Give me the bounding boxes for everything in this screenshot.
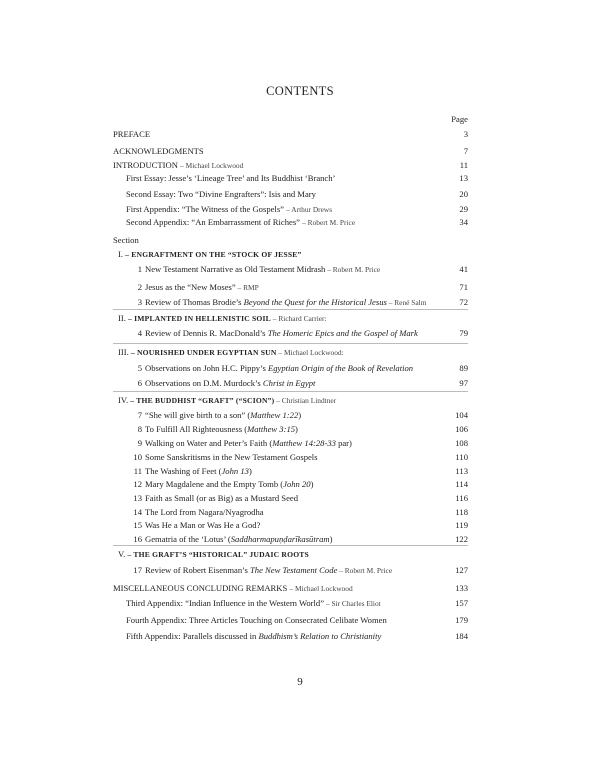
section-title: – THE GRAFT’S “HISTORICAL” JUDAIC ROOTS bbox=[127, 550, 309, 559]
toc-entry-author: – René Salm bbox=[386, 298, 427, 307]
toc-page-number: 79 bbox=[459, 328, 468, 338]
toc-entry-label: To Fulfill All Righteousness ( bbox=[145, 424, 248, 434]
section-title: – THE BUDDHIST “GRAFT” (“SCION”) bbox=[130, 396, 275, 405]
toc-entry-title-italic: Saddharmapuṇḍarīkasūtram bbox=[230, 534, 330, 544]
section-author: – Michael Lockwood: bbox=[276, 348, 344, 357]
toc-entry-label-suffix: ) bbox=[295, 424, 298, 434]
chapter-number: 12 bbox=[133, 479, 142, 489]
toc-entry-appendix[interactable] bbox=[126, 630, 468, 643]
toc-entry-label: Gematria of the ‘Lotus’ ( bbox=[145, 534, 231, 544]
toc-entry-label: INTRODUCTION bbox=[113, 160, 181, 170]
toc-entry-title-italic: John 20 bbox=[283, 479, 311, 489]
toc-entry-label: MISCELLANEOUS CONCLUDING REMARKS bbox=[113, 583, 290, 593]
chapter-number: 1 bbox=[137, 264, 142, 274]
toc-entry-label: The Lord from Nagara/Nyagrodha bbox=[145, 507, 264, 517]
toc-entry-title-italic: Matthew 3:15 bbox=[247, 424, 296, 434]
toc-entry-author: – Michael Lockwood bbox=[289, 584, 353, 593]
toc-page-number: 110 bbox=[455, 452, 468, 462]
section-numeral: V. bbox=[118, 549, 128, 559]
toc-page-number: 106 bbox=[455, 424, 468, 434]
toc-entry-label: Third Appendix: “Indian Influence in the Western World” bbox=[126, 598, 325, 608]
toc-entry-label-suffix: par) bbox=[335, 438, 352, 448]
toc-entry-title-italic: Egyptian Origin of the Book of Revelation bbox=[267, 363, 414, 373]
toc-entry-essay[interactable] bbox=[126, 203, 468, 216]
toc-chapter-entry[interactable] bbox=[131, 281, 468, 294]
toc-page-number: 20 bbox=[459, 189, 468, 199]
toc-page-number: 71 bbox=[459, 282, 468, 292]
toc-chapter-entry[interactable] bbox=[131, 327, 468, 340]
toc-entry-label: Observations on John H.C. Pippy’s bbox=[145, 363, 268, 373]
toc-page-number: 29 bbox=[459, 204, 468, 214]
toc-entry-title-italic: The New Testament Code bbox=[250, 565, 338, 575]
toc-entry-title-italic: Buddhism’s Relation to Christianity bbox=[258, 631, 382, 641]
toc-entry-appendix[interactable] bbox=[126, 597, 468, 610]
toc-chapter-entry[interactable] bbox=[131, 451, 468, 464]
toc-entry-author: – Robert M. Price bbox=[325, 265, 381, 274]
section-title: – IMPLANTED IN HELLENISTIC SOIL bbox=[128, 314, 271, 323]
section-numeral: I. bbox=[118, 249, 126, 259]
toc-section-heading[interactable] bbox=[118, 312, 468, 325]
toc-chapter-entry[interactable] bbox=[131, 506, 468, 519]
page-column-header: Page bbox=[451, 114, 468, 124]
toc-entry-title-italic: Matthew 1:22 bbox=[250, 410, 299, 420]
toc-page-number: 13 bbox=[459, 173, 468, 183]
toc-page-number: 184 bbox=[455, 631, 468, 641]
toc-entry-label: Review of Thomas Brodie’s bbox=[145, 297, 244, 307]
toc-section-heading[interactable] bbox=[118, 548, 468, 561]
toc-page-number: 3 bbox=[463, 129, 468, 139]
toc-entry-essay[interactable] bbox=[126, 216, 468, 229]
toc-entry-label-suffix: ) bbox=[329, 534, 333, 544]
toc-page-number: 119 bbox=[455, 520, 468, 530]
toc-entry-front-matter[interactable] bbox=[113, 145, 468, 158]
toc-entry-title-italic: John 13 bbox=[221, 466, 249, 476]
toc-chapter-entry[interactable] bbox=[131, 437, 468, 450]
toc-chapter-entry[interactable] bbox=[131, 465, 468, 478]
toc-entry-label-suffix: ) bbox=[248, 466, 252, 476]
section-divider bbox=[113, 391, 468, 392]
toc-page-number: 11 bbox=[459, 160, 468, 170]
toc-page-number: 108 bbox=[455, 438, 468, 448]
toc-entry-author: – Sir Charles Eliot bbox=[324, 599, 381, 608]
toc-page-number: 133 bbox=[455, 583, 468, 593]
toc-entry-label: Review of Dennis R. MacDonald’s bbox=[145, 328, 268, 338]
toc-page-number: 118 bbox=[455, 507, 468, 517]
toc-page-number: 157 bbox=[455, 598, 468, 608]
toc-chapter-entry[interactable] bbox=[131, 377, 468, 390]
toc-entry-label: Second Essay: Two “Divine Engrafters”: Isis and Mary bbox=[126, 189, 316, 199]
toc-entry-label: Fifth Appendix: Parallels discussed in bbox=[126, 631, 259, 641]
toc-entry-introduction[interactable] bbox=[113, 159, 468, 172]
chapter-number: 5 bbox=[137, 363, 142, 373]
toc-page-number: 122 bbox=[455, 534, 468, 544]
chapter-number: 11 bbox=[133, 466, 142, 476]
toc-entry-author: – Robert M. Price bbox=[302, 218, 356, 227]
toc-page-number: 7 bbox=[463, 146, 468, 156]
toc-entry-label: Review of Robert Eisenman’s bbox=[145, 565, 251, 575]
chapter-number: 14 bbox=[133, 507, 142, 517]
chapter-number: 13 bbox=[133, 493, 142, 503]
toc-page-number: 116 bbox=[455, 493, 468, 503]
toc-entry-label: Some Sanskritisms in the New Testament Gospels bbox=[145, 452, 318, 462]
toc-entry-label: ACKNOWLEDGMENTS bbox=[113, 146, 204, 156]
section-numeral: II. bbox=[118, 313, 129, 323]
toc-entry-title-italic: Christ in Egypt bbox=[262, 378, 316, 388]
section-author: – Christian Lindtner bbox=[274, 396, 337, 405]
toc-page-number: 72 bbox=[459, 297, 468, 307]
chapter-number: 4 bbox=[137, 328, 142, 338]
toc-entry-label: “She will give birth to a son” ( bbox=[145, 410, 251, 420]
toc-entry-label: First Essay: Jesse’s ‘Lineage Tree’ and Its Buddhist ‘Branch’ bbox=[126, 173, 336, 183]
toc-entry-label-suffix: ) bbox=[298, 410, 302, 420]
toc-page-number: 114 bbox=[455, 479, 468, 489]
toc-chapter-entry[interactable] bbox=[131, 478, 468, 491]
toc-page-number: 104 bbox=[455, 410, 468, 420]
chapter-number: 2 bbox=[137, 282, 142, 292]
section-title: – ENGRAFTMENT ON THE “STOCK OF JESSE” bbox=[125, 250, 302, 259]
toc-entry-label-suffix: ) bbox=[310, 479, 314, 489]
toc-entry-label: Was He a Man or Was He a God? bbox=[145, 520, 261, 530]
toc-entry-author: – Arthur Drews bbox=[286, 205, 333, 214]
section-divider bbox=[113, 309, 468, 310]
chapter-number: 3 bbox=[137, 297, 142, 307]
toc-chapter-entry[interactable] bbox=[131, 564, 468, 577]
toc-entry-essay[interactable] bbox=[126, 172, 468, 185]
section-label bbox=[113, 234, 468, 247]
toc-entry-label: PREFACE bbox=[113, 129, 151, 139]
toc-page-number: 34 bbox=[459, 217, 468, 227]
toc-chapter-entry[interactable] bbox=[131, 519, 468, 532]
toc-chapter-entry[interactable] bbox=[131, 492, 468, 505]
toc-page-number: 113 bbox=[455, 466, 468, 476]
chapter-number: 15 bbox=[133, 520, 142, 530]
chapter-number: 9 bbox=[137, 438, 142, 448]
chapter-number: 7 bbox=[137, 410, 142, 420]
toc-entry-author: – Robert M. Price bbox=[337, 566, 393, 575]
section-author: – Richard Carrier: bbox=[270, 314, 327, 323]
toc-entry-label: The Washing of Feet ( bbox=[145, 466, 222, 476]
toc-page-number: 179 bbox=[455, 615, 468, 625]
toc-entry-label: New Testament Narrative as Old Testament Midrash bbox=[145, 264, 326, 274]
toc-chapter-entry[interactable] bbox=[131, 409, 468, 422]
toc-entry-label: Faith as Small (or as Big) as a Mustard Seed bbox=[145, 493, 298, 503]
toc-page-number: 41 bbox=[459, 264, 468, 274]
page-number: 9 bbox=[297, 676, 303, 688]
toc-entry-label: Jesus as the “New Moses” bbox=[145, 282, 236, 292]
toc-chapter-entry[interactable] bbox=[131, 296, 468, 309]
section-divider bbox=[113, 545, 468, 546]
toc-page-number: 97 bbox=[459, 378, 468, 388]
toc-entry-label: Walking on Water and Peter’s Faith ( bbox=[145, 438, 273, 448]
chapter-number: 6 bbox=[137, 378, 142, 388]
toc-entry-label: Fourth Appendix: Three Articles Touching on Consecrated Celibate Women bbox=[126, 615, 387, 625]
section-numeral: III. bbox=[118, 347, 131, 357]
toc-entry-label: Observations on D.M. Murdock’s bbox=[145, 378, 263, 388]
toc-entry-essay[interactable] bbox=[126, 188, 468, 201]
section-numeral: IV. bbox=[118, 395, 131, 405]
chapter-number: 16 bbox=[133, 534, 142, 544]
toc-chapter-entry[interactable] bbox=[131, 263, 468, 276]
toc-entry-front-matter[interactable] bbox=[113, 128, 468, 141]
toc-entry-appendix[interactable] bbox=[126, 614, 468, 627]
toc-section-heading[interactable] bbox=[118, 248, 468, 261]
toc-entry-title-italic: The Homeric Epics and the Gospel of Mark bbox=[267, 328, 418, 338]
toc-entry-label: First Appendix: “The Witness of the Gospels” bbox=[126, 204, 287, 214]
chapter-number: 10 bbox=[133, 452, 142, 462]
toc-entry-misc[interactable] bbox=[113, 582, 468, 595]
toc-entry-label: Mary Magdalene and the Empty Tomb ( bbox=[145, 479, 284, 489]
toc-entry-author: – Michael Lockwood bbox=[180, 161, 244, 170]
toc-chapter-entry[interactable] bbox=[131, 362, 468, 375]
section-title: – NOURISHED UNDER EGYPTIAN SUN bbox=[130, 348, 277, 357]
toc-entry-title-italic: Beyond the Quest for the Historical Jesus bbox=[243, 297, 387, 307]
toc-page-number: 89 bbox=[459, 363, 468, 373]
page-title: CONTENTS bbox=[266, 84, 334, 98]
chapter-number: 17 bbox=[133, 565, 142, 575]
toc-chapter-entry[interactable] bbox=[131, 423, 468, 436]
section-divider bbox=[113, 343, 468, 344]
toc-page-number: 127 bbox=[455, 565, 468, 575]
section-label-text: Section bbox=[113, 235, 139, 245]
toc-entry-label: Second Appendix: “An Embarrassment of Riches” bbox=[126, 217, 303, 227]
chapter-number: 8 bbox=[137, 424, 142, 434]
toc-entry-author: – RMP bbox=[235, 283, 259, 292]
toc-section-heading[interactable] bbox=[118, 394, 468, 407]
toc-entry-title-italic: Matthew 14:28-33 bbox=[272, 438, 336, 448]
toc-section-heading[interactable] bbox=[118, 346, 468, 359]
